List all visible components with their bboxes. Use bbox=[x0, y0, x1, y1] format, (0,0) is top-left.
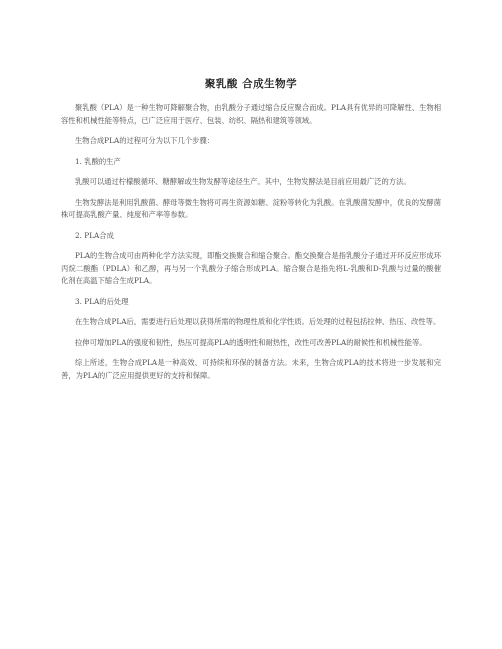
section-heading-pla-synthesis: 2. PLA合成 bbox=[75, 230, 114, 240]
conclusion-paragraph: 综上所述，生物合成PLA是一种高效、可持续和环保的制备方法。未来，生物合成PLA的技术将进一步发展和完善，为PLA的广泛应用提供更好的支持和保障。 bbox=[61, 358, 441, 380]
section-heading-post-processing: 3. PLA的后处理 bbox=[75, 296, 129, 306]
document-title: 聚乳酸 合成生物学 bbox=[204, 78, 298, 90]
section-heading-lactic-acid-production: 1. 乳酸的生产 bbox=[75, 156, 121, 166]
lactic-acid-paragraph: 乳酸可以通过柠檬酸循环、糖酵解或生物发酵等途径生产。其中，生物发酵法是目前应用最广泛的方法。 bbox=[75, 177, 411, 186]
intro-paragraph: 聚乳酸（PLA）是一种生物可降解聚合物，由乳酸分子通过缩合反应聚合而成。PLA具有优异的可降解性、生物相容性和机械性能等特点，已广泛应用于医疗、包装、纺织、隔热和建筑等领域。 bbox=[61, 103, 441, 125]
post-processing-paragraph: 在生物合成PLA后，需要进行后处理以获得所需的物理性质和化学性质。后处理的过程包括拉伸、热压、改性等。 bbox=[75, 317, 441, 326]
steps-intro-paragraph: 生物合成PLA的过程可分为以下几个步骤： bbox=[75, 136, 215, 145]
fermentation-paragraph: 生物发酵法是利用乳酸菌、酵母等微生物将可再生资源如糖、淀粉等转化为乳酸。在乳酸菌发酵中，优良的发酵菌株可提高乳酸产量、纯度和产率等参数。 bbox=[61, 197, 441, 219]
stretching-paragraph: 拉伸可增加PLA的强度和韧性，热压可提高PLA的透明性和耐热性，改性可改善PLA的耐候性和机械性能等。 bbox=[75, 337, 427, 347]
pla-synthesis-paragraph: PLA的生物合成可由两种化学方法实现，即酯交换聚合和缩合聚合。酯交换聚合是指乳酸分子通过开环反应形成环丙烷二酸酯（PDLA）和乙醇，再与另一个乳酸分子缩合形成PLA。缩合聚合是指先将L-乳酸和D-乳酸与过量的酸催化剂在高温下缩合生成PLA。 bbox=[61, 251, 441, 285]
document-page bbox=[61, 76, 441, 390]
